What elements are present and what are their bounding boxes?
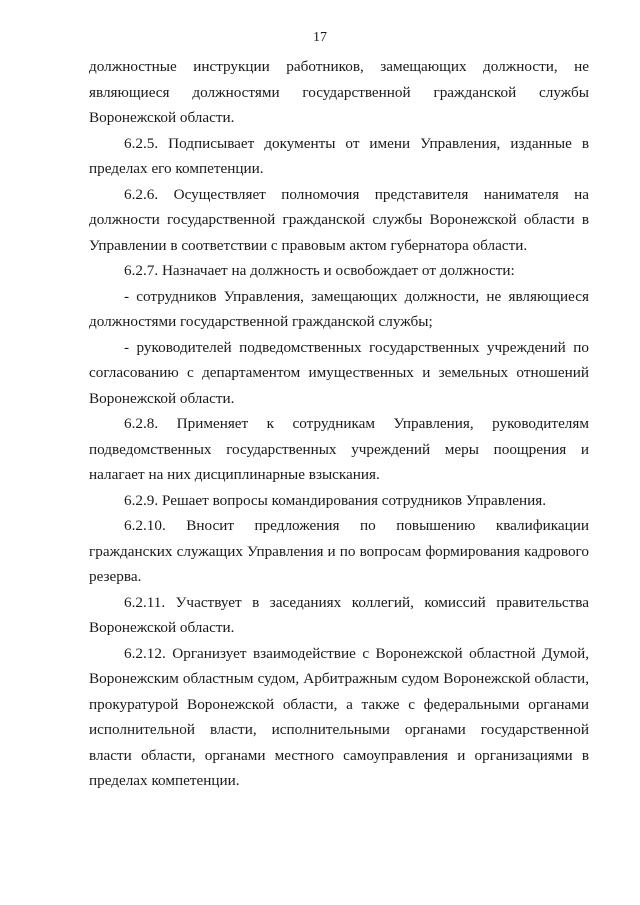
paragraph-6-2-6: 6.2.6. Осуществляет полномочия представителя нанимателя на должности государственной гражданской службы Воронежской области в Управлении в соответствии с правовым актом губернатора области.	[89, 185, 589, 254]
paragraph-6-2-11: 6.2.11. Участвует в заседаниях коллегий, комиссий правительства Воронежской области.	[89, 593, 589, 636]
paragraph-6-2-8: 6.2.8. Применяет к сотрудникам Управления, руководителям подведомственных государственных учреждений меры поощрения и налагает на них дисциплинарные взыскания.	[89, 415, 589, 483]
page-number: 17	[313, 30, 327, 45]
list-item-employees: - сотрудников Управления, замещающих должности, не являющиеся должностями государственной гражданской службы;	[89, 287, 589, 330]
document-body	[89, 54, 589, 794]
paragraph-6-2-10: 6.2.10. Вносит предложения по повышению квалификации гражданских служащих Управления и по вопросам формирования кадрового резерва.	[89, 517, 589, 585]
list-item-heads: - руководителей подведомственных государственных учреждений по согласованию с департаментом имущественных и земельных отношений Воронежской области.	[89, 338, 589, 407]
paragraph-continuation: должностные инструкции работников, замещающих должности, не являющиеся должностями государственной гражданской службы Воронежской области.	[89, 58, 589, 126]
paragraph-6-2-5: 6.2.5. Подписывает документы от имени Управления, изданные в пределах его компетенции.	[89, 134, 589, 177]
paragraph-6-2-7: 6.2.7. Назначает на должность и освобождает от должности:	[124, 262, 515, 279]
paragraph-6-2-9: 6.2.9. Решает вопросы командирования сотрудников Управления.	[124, 491, 547, 509]
paragraph-6-2-12: 6.2.12. Организует взаимодействие с Воронежской областной Думой, Воронежским областным судом, Арбитражным судом Воронежской области, прокуратурой Воронежской области, а также с федеральными органами исполнительной власти, исполнительными органами государственной власти области, органами местного самоуправления и организациями в пределах компетенции.	[89, 644, 589, 789]
